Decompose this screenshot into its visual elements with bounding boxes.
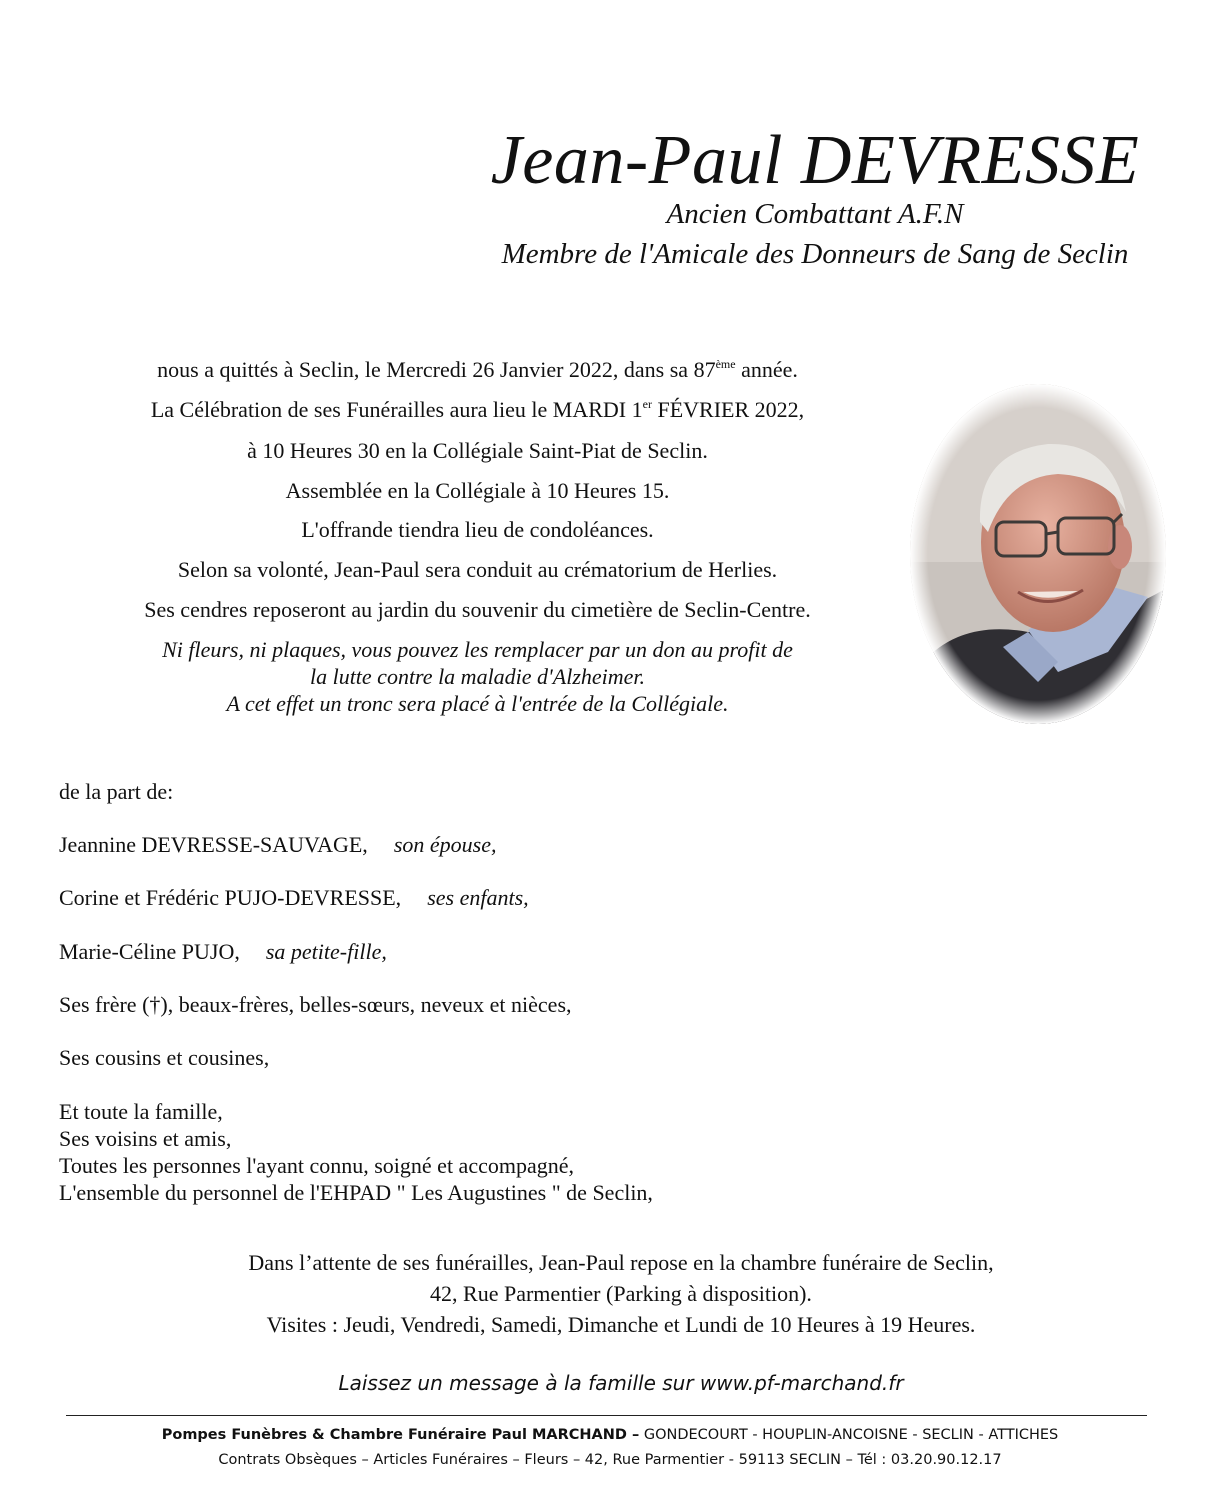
portrait-photo bbox=[908, 382, 1168, 726]
line2-text-end: FÉVRIER 2022, bbox=[651, 397, 805, 422]
subtitle-association: Membre de l'Amicale des Donneurs de Sang de Seclin bbox=[501, 238, 1129, 270]
member-name: Jeannine DEVRESSE-SAUVAGE, bbox=[59, 832, 368, 857]
announcement-line-2 bbox=[40, 396, 915, 424]
announcement-line-6: Selon sa volonté, Jean-Paul sera conduit au crématorium de Herlies. bbox=[177, 557, 778, 582]
closing-line: Toutes les personnes l'ayant connu, soigné et accompagné, bbox=[59, 1153, 574, 1178]
member-relation: sa petite-fille, bbox=[265, 939, 387, 964]
closing-line: Et toute la famille, bbox=[59, 1099, 223, 1124]
funeral-home-line-3: Visites : Jeudi, Vendredi, Samedi, Dimanche et Lundi de 10 Heures à 19 Heures. bbox=[266, 1312, 976, 1337]
family-cousins: Ses cousins et cousines, bbox=[59, 1045, 270, 1070]
member-relation: son épouse, bbox=[393, 832, 497, 857]
announcement-line-5: L'offrande tiendra lieu de condoléances. bbox=[301, 517, 654, 542]
announcement-italic-1: Ni fleurs, ni plaques, vous pouvez les remplacer par un don au profit de bbox=[162, 637, 793, 662]
member-name: Marie-Céline PUJO, bbox=[59, 939, 240, 964]
footer-company-line bbox=[60, 1425, 1160, 1445]
family-intro: de la part de: bbox=[59, 779, 174, 804]
announcement-line-1 bbox=[40, 356, 915, 384]
line1-superscript: ème bbox=[715, 357, 736, 371]
line1-text-end: année. bbox=[735, 357, 798, 382]
member-relation: ses enfants, bbox=[427, 885, 529, 910]
announcement-line-3: à 10 Heures 30 en la Collégiale Saint-Piat de Seclin. bbox=[247, 438, 708, 463]
line2-text: La Célébration de ses Funérailles aura lieu le MARDI 1 bbox=[150, 397, 643, 422]
family-member bbox=[59, 938, 387, 966]
closing-line: L'ensemble du personnel de l'EHPAD " Les Augustines " de Seclin, bbox=[59, 1180, 653, 1205]
family-member bbox=[59, 831, 496, 859]
family-siblings: Ses frère (†), beaux-frères, belles-sœurs, neveux et nièces, bbox=[59, 992, 572, 1017]
announcement-italic-2: la lutte contre la maladie d'Alzheimer. bbox=[309, 664, 646, 689]
announcement-italic-3: A cet effet un tronc sera placé à l'entrée de la Collégiale. bbox=[226, 691, 729, 716]
announcement-line-4: Assemblée en la Collégiale à 10 Heures 15. bbox=[285, 478, 670, 503]
member-name: Corine et Frédéric PUJO-DEVRESSE, bbox=[59, 885, 402, 910]
divider bbox=[66, 1415, 1147, 1416]
funeral-home-line-2: 42, Rue Parmentier (Parking à disposition). bbox=[430, 1281, 812, 1306]
website-message: Laissez un message à la famille sur www.pf-marchand.fr bbox=[338, 1371, 904, 1395]
line1-text: nous a quittés à Seclin, le Mercredi 26 Janvier 2022, dans sa 87 bbox=[157, 357, 716, 382]
footer-contact-line: Contrats Obsèques – Articles Funéraires – Fleurs – 42, Rue Parmentier - 59113 SECLIN – Tél : 03.20.90.12.17 bbox=[218, 1452, 1002, 1468]
footer-locations: GONDECOURT - HOUPLIN-ANCOISNE - SECLIN - ATTICHES bbox=[639, 1427, 1059, 1443]
deceased-name: Jean-Paul DEVRESSE bbox=[490, 122, 1140, 199]
footer-company-name: Pompes Funèbres & Chambre Funéraire Paul MARCHAND – bbox=[161, 1427, 640, 1443]
subtitle-veteran: Ancien Combattant A.F.N bbox=[666, 198, 964, 230]
line2-superscript: er bbox=[642, 397, 652, 411]
funeral-home-line-1: Dans l’attente de ses funérailles, Jean-Paul repose en la chambre funéraire de Seclin, bbox=[248, 1250, 994, 1275]
announcement-line-7: Ses cendres reposeront au jardin du souvenir du cimetière de Seclin-Centre. bbox=[144, 597, 811, 622]
closing-line: Ses voisins et amis, bbox=[59, 1126, 232, 1151]
family-member bbox=[59, 884, 529, 912]
